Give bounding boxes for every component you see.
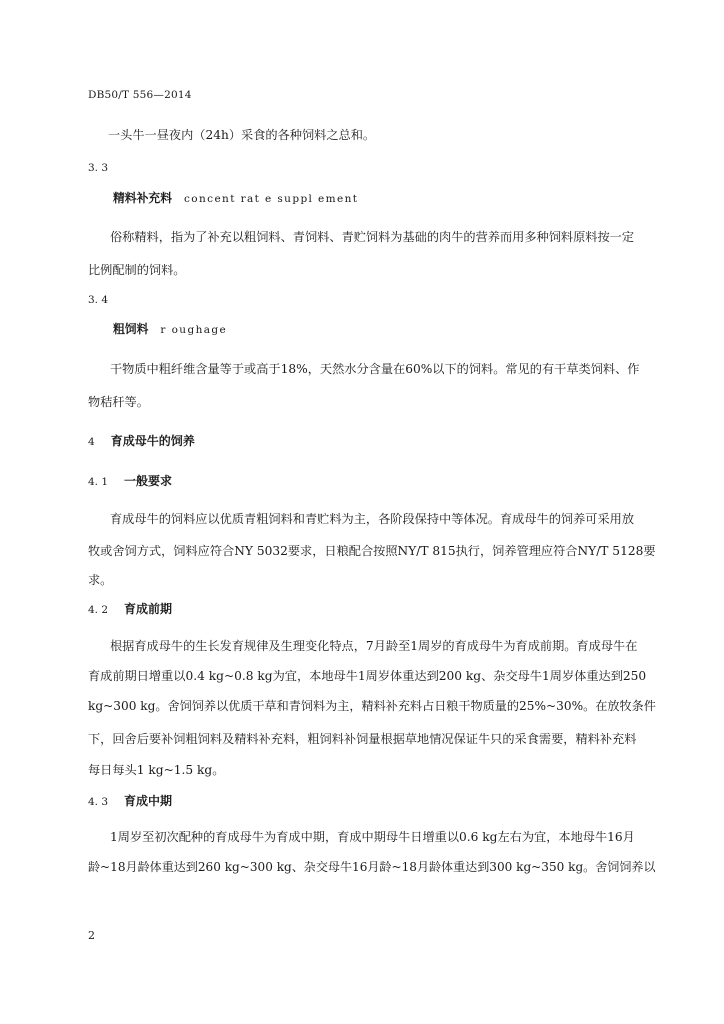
term-chinese: 粗饲料	[113, 322, 149, 336]
section-number: 4	[88, 436, 95, 448]
subsection-heading	[88, 600, 172, 617]
subsection-number: 4. 1	[88, 476, 109, 488]
paragraph-line: 龄~18月龄体重达到260 kg~300 kg、杂交母牛16月龄~18月龄体重达到300 kg~350 kg。舍饲饲养以	[88, 860, 656, 874]
paragraph-line: 下，回舍后要补饲粗饲料及精料补充料，粗饲料补饲量根据草地情况保证牛只的采食需要，精料补充料	[88, 732, 637, 746]
term-entry	[113, 189, 358, 206]
term-english: r oughage	[160, 324, 228, 336]
paragraph-line: 物秸秆等。	[88, 395, 149, 409]
section-title: 育成母牛的饲养	[110, 434, 195, 448]
subsection-heading	[88, 472, 172, 489]
paragraph-line: 比例配制的饲料。	[88, 263, 186, 277]
paragraph-line: 牧或舍饲方式，饲料应符合NY 5032要求，日粮配合按照NY/T 815执行，饲养管理应符合NY/T 5128要	[88, 544, 656, 558]
paragraph-line: 每日每头1 kg~1.5 kg。	[88, 763, 225, 777]
paragraph-line: 根据育成母牛的生长发育规律及生理变化特点，7月龄至1周岁的育成母牛为育成前期。育成母牛在	[110, 639, 638, 653]
subsection-title: 一般要求	[124, 474, 173, 488]
term-chinese: 精料补充料	[113, 191, 172, 205]
subsection-heading	[88, 792, 172, 809]
subsection-title: 育成中期	[124, 794, 173, 808]
paragraph-line: 育成母牛的饲料应以优质青粗饲料和青贮料为主，各阶段保持中等体况。育成母牛的饲养可采用放	[110, 512, 635, 526]
paragraph-line: 育成前期日增重以0.4 kg~0.8 kg为宜，本地母牛1周岁体重达到200 kg、杂交母牛1周岁体重达到250	[88, 669, 647, 683]
subsection-number: 4. 3	[88, 796, 109, 808]
paragraph-line: 干物质中粗纤维含量等于或高于18%，天然水分含量在60%以下的饲料。常见的有干草类饲料、作	[110, 362, 640, 376]
section-heading	[88, 432, 195, 449]
term-english: concent rat e suppl ement	[184, 193, 359, 205]
term-entry	[113, 320, 227, 337]
definition-tail: 一头牛一昼夜内（24h）采食的各种饲料之总和。	[108, 128, 376, 142]
clause-number: 3. 3	[88, 162, 109, 174]
subsection-title: 育成前期	[124, 602, 173, 616]
subsection-number: 4. 2	[88, 604, 109, 616]
document-code: DB50/T 556—2014	[88, 89, 192, 101]
page-number: 2	[88, 929, 95, 942]
paragraph-line: 求。	[88, 573, 113, 587]
paragraph-line: kg~300 kg。舍饲饲养以优质干草和青饲料为主，精料补充料占日粮干物质量的25%~30%。在放牧条件	[88, 699, 656, 713]
paragraph-line: 1周岁至初次配种的育成母牛为育成中期，育成中期母牛日增重以0.6 kg左右为宜，本地母牛16月	[110, 830, 635, 844]
clause-number: 3. 4	[88, 294, 109, 306]
paragraph-line: 俗称精料，指为了补充以粗饲料、青饲料、青贮饲料为基础的肉牛的营养而用多种饲料原料按一定	[110, 230, 635, 244]
